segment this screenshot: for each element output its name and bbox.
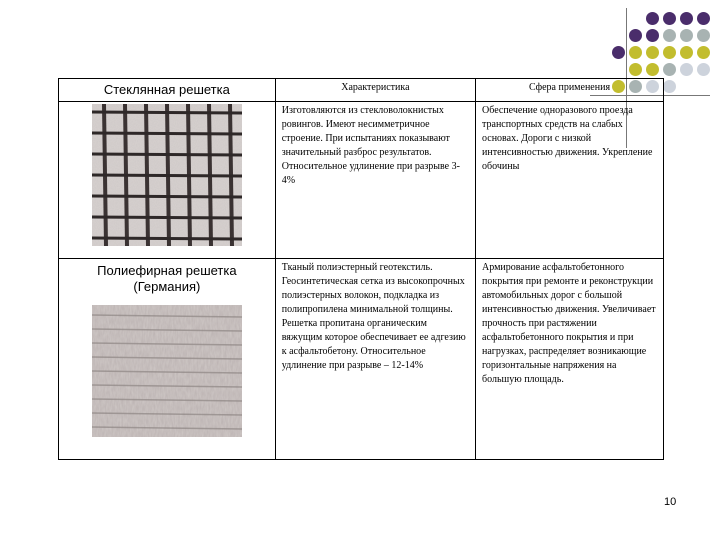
decorative-dot xyxy=(629,29,642,42)
decorative-dot xyxy=(697,46,710,59)
decorative-dot xyxy=(663,12,676,25)
glass-grid-texture-image xyxy=(92,104,242,246)
material-name: Полиефирная решетка (Германия) xyxy=(97,263,237,294)
decorative-dot xyxy=(629,63,642,76)
decorative-dot xyxy=(646,63,659,76)
header-application: Сфера применения xyxy=(476,79,664,102)
decorative-dot xyxy=(697,29,710,42)
decorative-dot xyxy=(612,46,625,59)
page-number: 10 xyxy=(664,496,677,508)
decorative-dot xyxy=(646,46,659,59)
decorative-dot xyxy=(663,29,676,42)
decorative-dot xyxy=(680,12,693,25)
decorative-dot xyxy=(646,12,659,25)
decorative-dot xyxy=(663,46,676,59)
table-row xyxy=(59,259,664,460)
decorative-dot xyxy=(680,29,693,42)
application-cell: Обеспечение одноразового проезда транспортных средств на слабых основах. Дороги с низкой интенсивностью движения. Укрепление обочины xyxy=(476,102,664,259)
decorative-dot xyxy=(663,80,676,93)
application-cell: Армирование асфальтобетонного покрытия при ремонте и реконструкции автомобильных дорог с большой интенсивностью движения. Увеличивает прочность при растяжении асфальтобетонного покрытия и при нагрузках, распределяет возникающие горизонтальные напряжения на большую площадь. xyxy=(476,259,664,460)
table-header-row xyxy=(59,79,664,102)
material-cell xyxy=(59,102,276,259)
material-cell xyxy=(59,259,276,460)
decorative-dot xyxy=(646,29,659,42)
decorative-dot xyxy=(697,63,710,76)
header-characteristic: Характеристика xyxy=(275,79,475,102)
characteristic-cell: Изготовляются из стекловолокнистых ровингов. Имеют несимметричное строение. При испытаниях показывают значительный разброс результатов. Относительное удлинение при разрыве 3-4% xyxy=(275,102,475,259)
decorative-dot xyxy=(697,12,710,25)
decorative-dot xyxy=(629,46,642,59)
decorative-dot xyxy=(680,46,693,59)
characteristic-cell: Тканый полиэстерный геотекстиль. Геосинтетическая сетка из высокопрочных полиэстерных волокон, подкладка из полипропилена минимальной толщины. Решетка пропитана органическим вяжущим которое обеспечивает ее адгезию к асфальтобетону. Относительное удлинение при разрыве – 12-14% xyxy=(275,259,475,460)
decorative-dot xyxy=(663,63,676,76)
polyester-grid-texture-image xyxy=(92,305,242,437)
header-material: Стеклянная решетка xyxy=(59,79,276,102)
materials-table xyxy=(58,78,664,460)
table-row xyxy=(59,102,664,259)
decorative-dot xyxy=(680,63,693,76)
